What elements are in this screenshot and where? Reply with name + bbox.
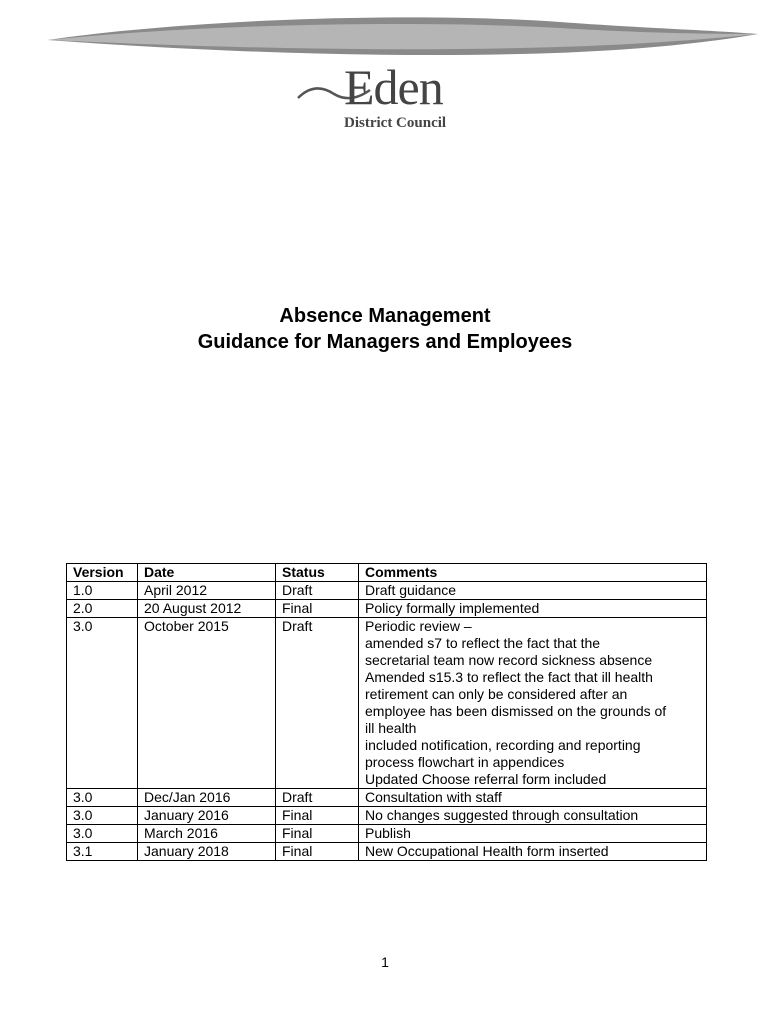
logo-wordmark: Eden xyxy=(344,59,443,115)
comment-line: Publish xyxy=(365,825,411,841)
comment-line: secretarial team now record sickness absence xyxy=(365,652,653,668)
comment-line: Draft guidance xyxy=(365,582,457,598)
cell-date: January 2018 xyxy=(138,843,276,861)
comment-line: process flowchart in appendices xyxy=(365,754,565,770)
council-logo xyxy=(296,59,476,138)
table-row xyxy=(67,582,707,600)
header-date: Date xyxy=(138,564,276,582)
table-row xyxy=(67,807,707,825)
cell-status: Final xyxy=(276,807,359,825)
header-comments: Comments xyxy=(359,564,707,582)
table-row xyxy=(67,843,707,861)
cell-status: Draft xyxy=(276,618,359,789)
cell-date: March 2016 xyxy=(138,825,276,843)
comment-line: included notification, recording and reporting xyxy=(365,737,641,753)
cell-date: January 2016 xyxy=(138,807,276,825)
cell-date: 20 August 2012 xyxy=(138,600,276,618)
comment-line: Updated Choose referral form included xyxy=(365,771,607,787)
cell-comments xyxy=(359,807,707,825)
cell-version: 3.0 xyxy=(67,618,138,789)
comment-line: ill health xyxy=(365,720,417,736)
comment-line: Policy formally implemented xyxy=(365,600,540,616)
version-history-table xyxy=(66,563,707,861)
comment-line: Periodic review – xyxy=(365,618,472,634)
cell-status: Draft xyxy=(276,789,359,807)
comment-line: No changes suggested through consultation xyxy=(365,807,639,823)
cell-status: Draft xyxy=(276,582,359,600)
logo-subtitle: District Council xyxy=(344,115,447,131)
table-row xyxy=(67,825,707,843)
comment-line: amended s7 to reflect the fact that the xyxy=(365,635,601,651)
comment-line: retirement can only be considered after an xyxy=(365,686,628,702)
comment-line: Consultation with staff xyxy=(365,789,502,805)
cell-comments xyxy=(359,600,707,618)
cell-date: October 2015 xyxy=(138,618,276,789)
cell-comments xyxy=(359,825,707,843)
header-status: Status xyxy=(276,564,359,582)
document-subtitle: Guidance for Managers and Employees xyxy=(197,331,573,353)
cell-status: Final xyxy=(276,600,359,618)
page-number: 1 xyxy=(381,954,389,970)
cell-date: April 2012 xyxy=(138,582,276,600)
document-title: Absence Management xyxy=(279,305,491,327)
cell-version: 3.1 xyxy=(67,843,138,861)
table-row xyxy=(67,618,707,789)
cell-comments xyxy=(359,618,707,789)
cell-status: Final xyxy=(276,825,359,843)
cell-comments xyxy=(359,789,707,807)
table-header-row xyxy=(67,564,707,582)
comment-line: Amended s15.3 to reflect the fact that ill health xyxy=(365,669,653,685)
header-version: Version xyxy=(67,564,138,582)
table-row xyxy=(67,789,707,807)
cell-version: 1.0 xyxy=(67,582,138,600)
table-body xyxy=(67,582,707,861)
cell-version: 2.0 xyxy=(67,600,138,618)
cell-comments xyxy=(359,582,707,600)
cell-version: 3.0 xyxy=(67,825,138,843)
comment-line: New Occupational Health form inserted xyxy=(365,843,609,859)
comment-line: employee has been dismissed on the grounds of xyxy=(365,703,667,719)
cell-version: 3.0 xyxy=(67,789,138,807)
cell-comments xyxy=(359,843,707,861)
cell-status: Final xyxy=(276,843,359,861)
table-row xyxy=(67,600,707,618)
cell-date: Dec/Jan 2016 xyxy=(138,789,276,807)
cell-version: 3.0 xyxy=(67,807,138,825)
